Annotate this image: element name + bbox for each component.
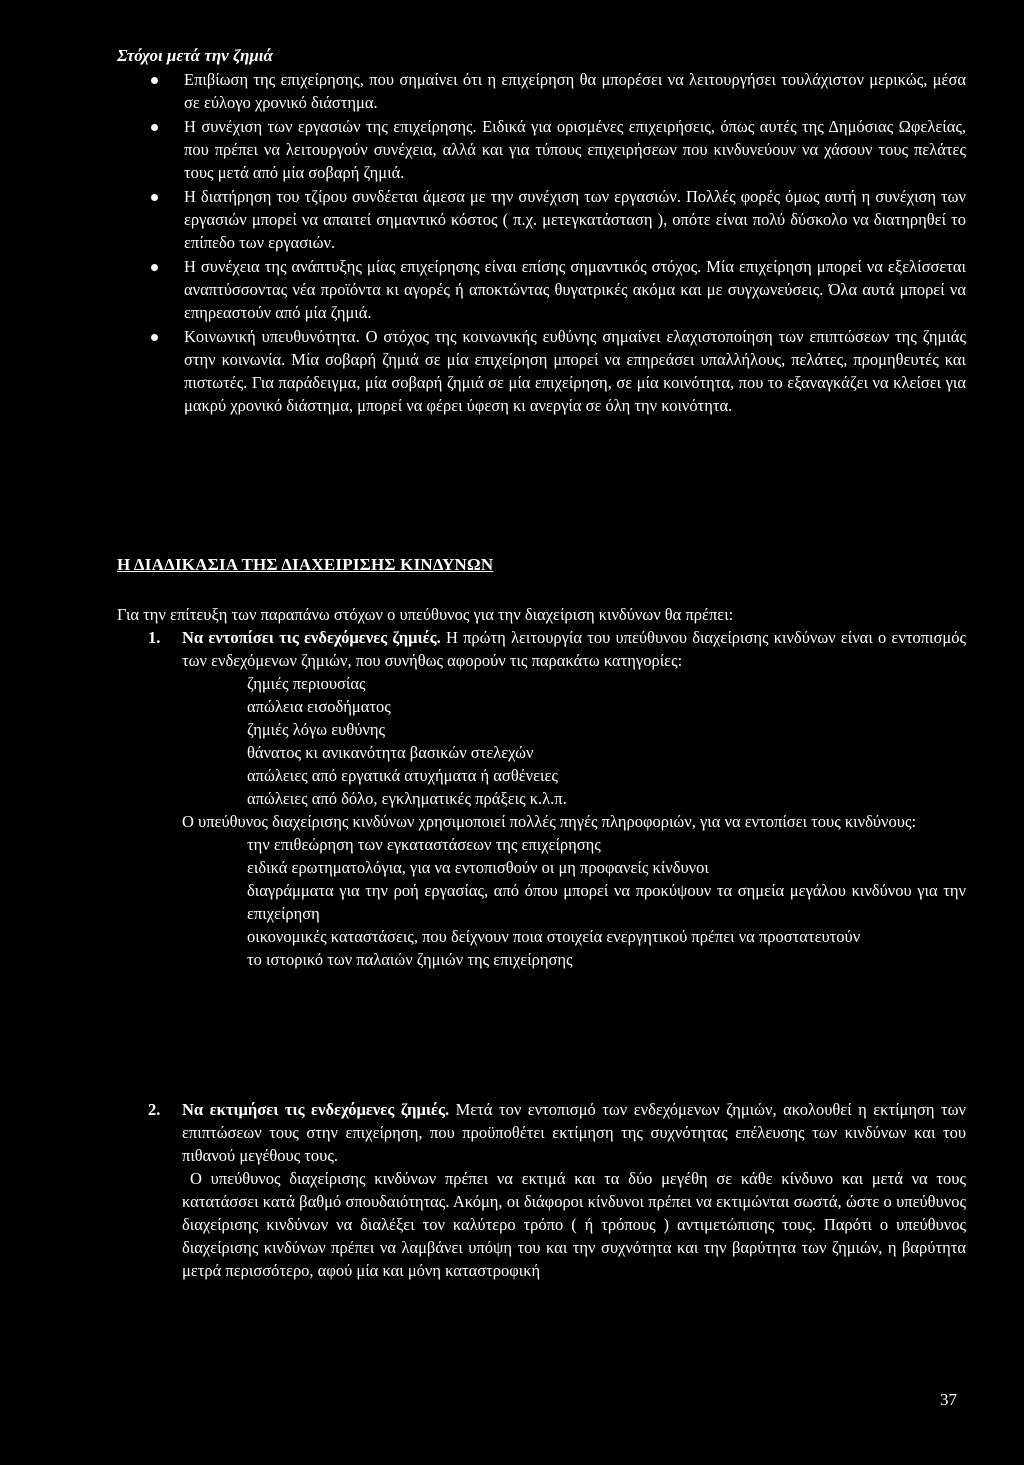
sources-intro: Ο υπεύθυνος διαχείρισης κινδύνων χρησιμοποιεί πολλές πηγές πληροφοριών, για να εντοπίσει τους κινδύνους:: [182, 812, 917, 831]
goals-heading: Στόχοι μετά την ζημιά: [117, 46, 273, 65]
loss-category: απώλειες από δόλο, εγκληματικές πράξεις κ.λ.π.: [247, 789, 567, 808]
section-title: Η ΔΙΑΔΙΚΑΣΙΑ ΤΗΣ ΔΙΑΧΕΙΡΙΣΗΣ ΚΙΝΔΥΝΩΝ: [117, 555, 494, 574]
info-source: διαγράμματα για την ροή εργασίας, από όπου μπορεί να προκύψουν τα σημεία μεγάλου κινδύνου για την επιχείρηση: [247, 881, 966, 923]
step-paragraph: Ο υπεύθυνος διαχείρισης κινδύνων πρέπει να εκτιμά και τα δύο μεγέθη σε κάθε κίνδυνο και μετά να τους κατατάσσει κατά βαθμό σπουδαιότητας. Ακόμη, οι διάφοροι κίνδυνοι πρέπει να εκτιμώνται σωστά, ώστε ο υπεύθυνος διαχείρισης κινδύνων να διαλέξει τον καλύτερο τρόπο ( ή τρόπους ) αντιμετώπισης τους. Παρότι ο υπεύθυνος διαχείρισης κινδύνων πρέπει να λαμβάνει υπόψη του και την συχνότητα και την βαρύτητα των ζημιών, η βαρύτητα μετρά περισσότερο, αφού μία και μόνη καταστροφική: [182, 1169, 966, 1280]
goal-item: Η συνέχεια της ανάπτυξης μίας επιχείρησης είναι επίσης σημαντικός στόχος. Μία επιχείρηση μπορεί να εξελίσσεται αναπτύσσοντας νέα προϊόντα κι αγορές ή αποκτώντας θυγατρικές ακόμα και με συγχωνεύσεις. Όλα αυτά μπορεί να επηρεαστούν από μία ζημιά.: [148, 255, 966, 324]
step-body: [182, 1098, 966, 1282]
loss-category: απώλεια εισοδήματος: [247, 697, 391, 716]
step-1: [148, 626, 966, 971]
loss-category: ζημιές λόγω ευθύνης: [247, 720, 386, 739]
step-2: [148, 1098, 966, 1282]
info-source: το ιστορικό των παλαιών ζημιών της επιχείρησης: [247, 950, 573, 969]
step-heading: Να εντοπίσει τις ενδεχόμενες ζημιές.: [182, 628, 441, 647]
step-number: 2.: [148, 1100, 161, 1119]
goal-item: Επιβίωση της επιχείρησης, που σημαίνει ότι η επιχείρηση θα μπορέσει να λειτουργήσει τουλάχιστον μερικώς, μέσα σε εύλογο χρονικό διάστημα.: [148, 68, 966, 114]
loss-category: απώλειες από εργατικά ατυχήματα ή ασθένειες: [247, 766, 558, 785]
info-source: ειδικά ερωτηματολόγια, για να εντοπισθούν οι μη προφανείς κίνδυνοι: [247, 858, 709, 877]
goal-item: Η διατήρηση του τζίρου συνδέεται άμεσα με την συνέχιση των εργασιών. Πολλές φορές όμως αυτή η συνέχιση των εργασιών μπορεί να απαιτεί σημαντικό κόστος ( π.χ. μετεγκατάσταση ), οπότε είναι πολύ δύσκολο να διατηρηθεί το επίπεδο των εργασιών.: [148, 185, 966, 254]
loss-categories-list: [247, 672, 966, 810]
goal-item: Η συνέχιση των εργασιών της επιχείρησης. Ειδικά για ορισμένες επιχειρήσεις, όπως αυτές της Δημόσιας Ωφελείας, που πρέπει να λειτουργούν συνέχεια, αλλά και για τύπους επιχειρήσεων που κινδυνεύουν να χάσουν τους πελάτες τους μετά από μία σοβαρή ζημιά.: [148, 115, 966, 184]
goals-list: [148, 68, 966, 418]
section-intro: Για την επίτευξη των παραπάνω στόχων ο υπεύθυνος για την διαχείριση κινδύνων θα πρέπει:: [117, 605, 734, 624]
loss-category: ζημιές περιουσίας: [247, 674, 366, 693]
goal-item: Κοινωνική υπευθυνότητα. Ο στόχος της κοινωνικής ευθύνης σημαίνει ελαχιστοποίηση των επιπτώσεων της ζημιάς στην κοινωνία. Μία σοβαρή ζημιά σε μία επιχείρηση μπορεί να επηρεάσει υπαλλήλους, πελάτες, προμηθευτές και πιστωτές. Για παράδειγμα, μία σοβαρή ζημιά σε μία επιχείρηση, σε μία κοινότητα, που το εξαναγκάζει να κλείσει για μακρύ χρονικό διάστημα, μπορεί να φέρει ύφεση κι ανεργία σε όλη την κοινότητα.: [148, 325, 966, 417]
loss-category: θάνατος κι ανικανότητα βασικών στελεχών: [247, 743, 534, 762]
step-number: 1.: [148, 628, 161, 647]
page-number: 37: [940, 1390, 957, 1409]
step-heading: Να εκτιμήσει τις ενδεχόμενες ζημιές.: [182, 1100, 450, 1119]
step-body: [182, 626, 966, 971]
step-text: Μετά τον εντοπισμό των ενδεχόμενων ζημιών, ακολουθεί η εκτίμηση των επιπτώσεων τους στην επιχείρηση, που προϋποθέτει εκτίμηση της συχνότητας επέλευσης των κινδύνων και του πιθανού μεγέθους τους.: [182, 1100, 966, 1165]
info-source: την επιθεώρηση των εγκαταστάσεων της επιχείρησης: [247, 835, 601, 854]
info-sources-list: [247, 833, 966, 971]
step-paragraph: [182, 626, 966, 672]
step-text: Η πρώτη λειτουργία του υπεύθυνου διαχείρισης κινδύνων είναι ο εντοπισμός των ενδεχόμενων ζημιών, που συνήθως αφορούν τις παρακάτω κατηγορίες:: [182, 628, 966, 670]
step-paragraph: [182, 1098, 966, 1167]
info-source: οικονομικές καταστάσεις, που δείχνουν ποια στοιχεία ενεργητικού πρέπει να προστατευτούν: [247, 927, 861, 946]
